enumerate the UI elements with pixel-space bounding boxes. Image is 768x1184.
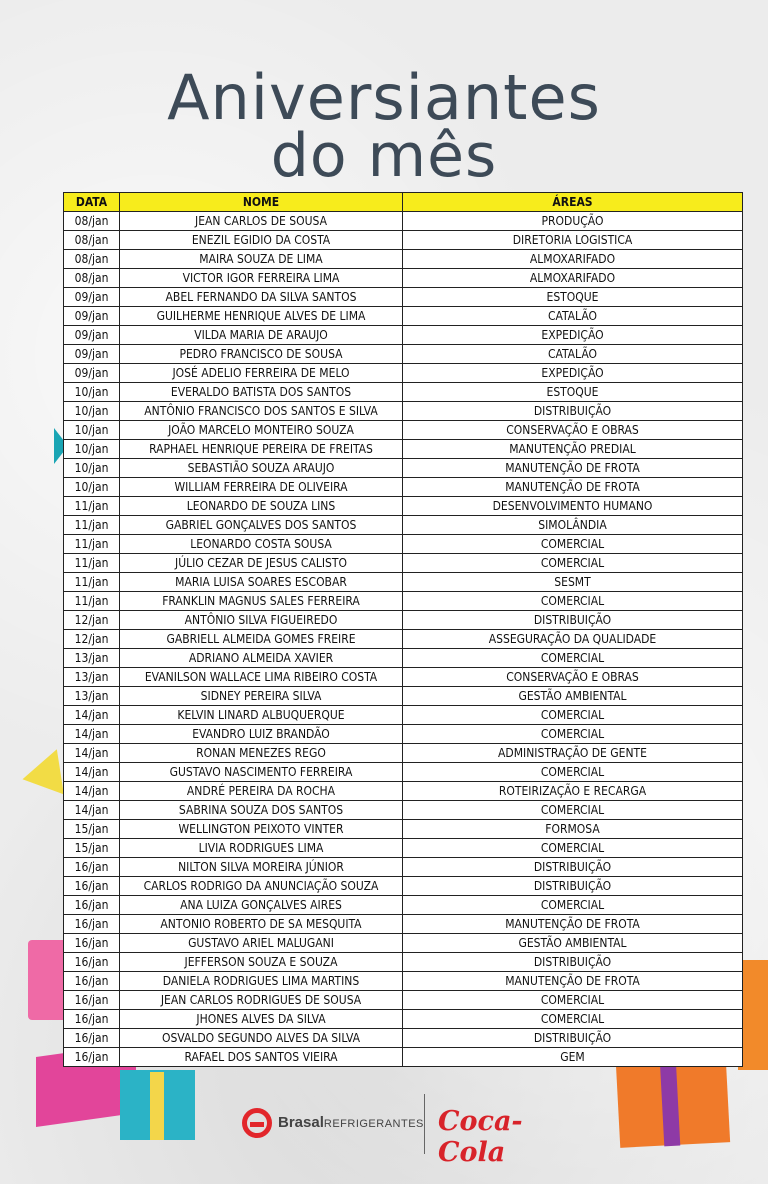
cell-area: ESTOQUE xyxy=(403,383,743,402)
cell-area: SESMT xyxy=(403,573,743,592)
cell-name: GUILHERME HENRIQUE ALVES DE LIMA xyxy=(120,307,403,326)
brasal-logo-text xyxy=(278,1114,424,1131)
table-row xyxy=(64,877,743,896)
cell-name: ANA LUIZA GONÇALVES AIRES xyxy=(120,896,403,915)
table-row xyxy=(64,478,743,497)
cell-area: PRODUÇÃO xyxy=(403,212,743,231)
cell-area: EXPEDIÇÃO xyxy=(403,326,743,345)
table-row xyxy=(64,269,743,288)
table-row xyxy=(64,611,743,630)
cell-date: 10/jan xyxy=(64,421,120,440)
cell-name: GABRIEL GONÇALVES DOS SANTOS xyxy=(120,516,403,535)
cell-area: CONSERVAÇÃO E OBRAS xyxy=(403,668,743,687)
cell-name: EVERALDO BATISTA DOS SANTOS xyxy=(120,383,403,402)
cell-date: 16/jan xyxy=(64,915,120,934)
table-row xyxy=(64,592,743,611)
cell-area: GESTÃO AMBIENTAL xyxy=(403,934,743,953)
table-row xyxy=(64,991,743,1010)
table-row xyxy=(64,801,743,820)
cell-name: JEAN CARLOS DE SOUSA xyxy=(120,212,403,231)
cell-name: JEFFERSON SOUZA E SOUZA xyxy=(120,953,403,972)
cell-date: 12/jan xyxy=(64,611,120,630)
cell-name: LEONARDO DE SOUZA LINS xyxy=(120,497,403,516)
cell-date: 11/jan xyxy=(64,516,120,535)
cell-area: COMERCIAL xyxy=(403,706,743,725)
brasal-logo-icon xyxy=(242,1108,272,1138)
table-row xyxy=(64,516,743,535)
table-row xyxy=(64,250,743,269)
cell-date: 09/jan xyxy=(64,288,120,307)
cell-area: DIRETORIA LOGISTICA xyxy=(403,231,743,250)
cell-date: 16/jan xyxy=(64,1029,120,1048)
table-row xyxy=(64,934,743,953)
table-row xyxy=(64,839,743,858)
cell-area: DISTRIBUIÇÃO xyxy=(403,402,743,421)
cell-area: MANUTENÇÃO DE FROTA xyxy=(403,478,743,497)
table-row xyxy=(64,706,743,725)
cell-name: WELLINGTON PEIXOTO VINTER xyxy=(120,820,403,839)
cell-date: 14/jan xyxy=(64,763,120,782)
cell-date: 10/jan xyxy=(64,459,120,478)
cell-name: CARLOS RODRIGO DA ANUNCIAÇÃO SOUZA xyxy=(120,877,403,896)
cell-area: CATALÃO xyxy=(403,345,743,364)
table-row xyxy=(64,744,743,763)
cell-date: 16/jan xyxy=(64,858,120,877)
table-row xyxy=(64,231,743,250)
cell-area: ALMOXARIFADO xyxy=(403,250,743,269)
cell-area: COMERCIAL xyxy=(403,1010,743,1029)
cell-area: SIMOLÂNDIA xyxy=(403,516,743,535)
table-row xyxy=(64,668,743,687)
cell-name: FRANKLIN MAGNUS SALES FERREIRA xyxy=(120,592,403,611)
table-row xyxy=(64,1029,743,1048)
table-row xyxy=(64,725,743,744)
birthday-table xyxy=(63,192,743,1067)
table-row xyxy=(64,421,743,440)
cell-date: 14/jan xyxy=(64,744,120,763)
cell-date: 16/jan xyxy=(64,877,120,896)
table-row xyxy=(64,687,743,706)
cell-date: 13/jan xyxy=(64,649,120,668)
cell-date: 10/jan xyxy=(64,440,120,459)
table-row xyxy=(64,212,743,231)
cell-area: COMERCIAL xyxy=(403,896,743,915)
table-row xyxy=(64,535,743,554)
cell-name: JOSÉ ADELIO FERREIRA DE MELO xyxy=(120,364,403,383)
page-title: Aniversiantes xyxy=(167,61,601,134)
cell-area: ALMOXARIFADO xyxy=(403,269,743,288)
table-row xyxy=(64,307,743,326)
column-header-area: ÁREAS xyxy=(403,193,743,212)
cell-date: 15/jan xyxy=(64,839,120,858)
cell-area: FORMOSA xyxy=(403,820,743,839)
cell-name: EVANDRO LUIZ BRANDÃO xyxy=(120,725,403,744)
cell-date: 16/jan xyxy=(64,1010,120,1029)
cell-date: 16/jan xyxy=(64,896,120,915)
column-header-date: DATA xyxy=(64,193,120,212)
cell-area: COMERCIAL xyxy=(403,763,743,782)
table-row xyxy=(64,459,743,478)
cell-area: ESTOQUE xyxy=(403,288,743,307)
cell-date: 16/jan xyxy=(64,953,120,972)
cell-date: 10/jan xyxy=(64,478,120,497)
cell-name: ENEZIL EGIDIO DA COSTA xyxy=(120,231,403,250)
cell-name: MAIRA SOUZA DE LIMA xyxy=(120,250,403,269)
cell-date: 09/jan xyxy=(64,345,120,364)
cell-date: 16/jan xyxy=(64,934,120,953)
cell-date: 14/jan xyxy=(64,706,120,725)
cell-date: 11/jan xyxy=(64,592,120,611)
cell-name: ANTÔNIO SILVA FIGUEIREDO xyxy=(120,611,403,630)
cell-area: DISTRIBUIÇÃO xyxy=(403,953,743,972)
table-row xyxy=(64,383,743,402)
cell-area: MANUTENÇÃO DE FROTA xyxy=(403,915,743,934)
cell-name: JOÃO MARCELO MONTEIRO SOUZA xyxy=(120,421,403,440)
cell-date: 13/jan xyxy=(64,668,120,687)
cell-area: MANUTENÇÃO PREDIAL xyxy=(403,440,743,459)
cell-date: 11/jan xyxy=(64,573,120,592)
cell-area: DESENVOLVIMENTO HUMANO xyxy=(403,497,743,516)
cell-name: RAFAEL DOS SANTOS VIEIRA xyxy=(120,1048,403,1067)
cell-area: GEM xyxy=(403,1048,743,1067)
cell-date: 08/jan xyxy=(64,231,120,250)
cell-area: CONSERVAÇÃO E OBRAS xyxy=(403,421,743,440)
cell-area: COMERCIAL xyxy=(403,801,743,820)
cell-area: GESTÃO AMBIENTAL xyxy=(403,687,743,706)
cell-area: DISTRIBUIÇÃO xyxy=(403,1029,743,1048)
cell-date: 11/jan xyxy=(64,497,120,516)
table-row xyxy=(64,763,743,782)
cell-date: 10/jan xyxy=(64,402,120,421)
table-row xyxy=(64,972,743,991)
table-row xyxy=(64,573,743,592)
table-row xyxy=(64,820,743,839)
divider xyxy=(424,1094,425,1154)
cell-name: SEBASTIÃO SOUZA ARAUJO xyxy=(120,459,403,478)
cell-name: PEDRO FRANCISCO DE SOUSA xyxy=(120,345,403,364)
cell-date: 16/jan xyxy=(64,991,120,1010)
cell-area: ROTEIRIZAÇÃO E RECARGA xyxy=(403,782,743,801)
cell-name: RAPHAEL HENRIQUE PEREIRA DE FREITAS xyxy=(120,440,403,459)
table-row xyxy=(64,345,743,364)
table-row xyxy=(64,953,743,972)
cell-name: RONAN MENEZES REGO xyxy=(120,744,403,763)
cell-area: COMERCIAL xyxy=(403,535,743,554)
cell-date: 08/jan xyxy=(64,269,120,288)
cell-area: ASSEGURAÇÃO DA QUALIDADE xyxy=(403,630,743,649)
cell-date: 08/jan xyxy=(64,212,120,231)
table-row xyxy=(64,497,743,516)
table-row xyxy=(64,1010,743,1029)
cell-area: DISTRIBUIÇÃO xyxy=(403,611,743,630)
cell-date: 11/jan xyxy=(64,554,120,573)
cell-name: GUSTAVO NASCIMENTO FERREIRA xyxy=(120,763,403,782)
cell-name: ANTONIO ROBERTO DE SA MESQUITA xyxy=(120,915,403,934)
cell-area: DISTRIBUIÇÃO xyxy=(403,858,743,877)
cell-name: LEONARDO COSTA SOUSA xyxy=(120,535,403,554)
cell-date: 16/jan xyxy=(64,972,120,991)
cell-date: 09/jan xyxy=(64,326,120,345)
table-row xyxy=(64,554,743,573)
cell-name: OSVALDO SEGUNDO ALVES DA SILVA xyxy=(120,1029,403,1048)
coca-cola-logo: Coca-Cola xyxy=(438,1106,523,1168)
brasal-name: Brasal xyxy=(278,1114,324,1131)
cell-date: 14/jan xyxy=(64,725,120,744)
cell-area: COMERCIAL xyxy=(403,839,743,858)
cell-name: JÚLIO CEZAR DE JESUS CALISTO xyxy=(120,554,403,573)
cell-name: ABEL FERNANDO DA SILVA SANTOS xyxy=(120,288,403,307)
cell-date: 09/jan xyxy=(64,364,120,383)
table-row xyxy=(64,896,743,915)
cell-name: SABRINA SOUZA DOS SANTOS xyxy=(120,801,403,820)
cell-name: JHONES ALVES DA SILVA xyxy=(120,1010,403,1029)
table-row xyxy=(64,915,743,934)
cell-name: LIVIA RODRIGUES LIMA xyxy=(120,839,403,858)
table-row xyxy=(64,782,743,801)
table-row xyxy=(64,630,743,649)
cell-name: ANDRÉ PEREIRA DA ROCHA xyxy=(120,782,403,801)
cell-name: DANIELA RODRIGUES LIMA MARTINS xyxy=(120,972,403,991)
table-row xyxy=(64,402,743,421)
cell-date: 15/jan xyxy=(64,820,120,839)
cell-name: SIDNEY PEREIRA SILVA xyxy=(120,687,403,706)
cell-date: 12/jan xyxy=(64,630,120,649)
cell-area: COMERCIAL xyxy=(403,592,743,611)
page-subtitle: do mês xyxy=(270,121,498,191)
cell-date: 10/jan xyxy=(64,383,120,402)
column-header-name: NOME xyxy=(120,193,403,212)
cell-area: MANUTENÇÃO DE FROTA xyxy=(403,459,743,478)
cell-area: COMERCIAL xyxy=(403,725,743,744)
cell-area: MANUTENÇÃO DE FROTA xyxy=(403,972,743,991)
table-row xyxy=(64,326,743,345)
cell-name: VILDA MARIA DE ARAUJO xyxy=(120,326,403,345)
cell-area: DISTRIBUIÇÃO xyxy=(403,877,743,896)
cell-name: WILLIAM FERREIRA DE OLIVEIRA xyxy=(120,478,403,497)
table-header-row xyxy=(64,193,743,212)
cell-area: ADMINISTRAÇÃO DE GENTE xyxy=(403,744,743,763)
cell-name: KELVIN LINARD ALBUQUERQUE xyxy=(120,706,403,725)
table-row xyxy=(64,440,743,459)
cell-date: 11/jan xyxy=(64,535,120,554)
cell-date: 14/jan xyxy=(64,801,120,820)
cell-name: MARIA LUISA SOARES ESCOBAR xyxy=(120,573,403,592)
cell-date: 14/jan xyxy=(64,782,120,801)
cell-area: COMERCIAL xyxy=(403,649,743,668)
gift-ribbon-decoration xyxy=(150,1072,164,1140)
cell-name: JEAN CARLOS RODRIGUES DE SOUSA xyxy=(120,991,403,1010)
cell-date: 09/jan xyxy=(64,307,120,326)
cell-area: CATALÃO xyxy=(403,307,743,326)
cell-area: COMERCIAL xyxy=(403,554,743,573)
cell-name: ADRIANO ALMEIDA XAVIER xyxy=(120,649,403,668)
cell-area: COMERCIAL xyxy=(403,991,743,1010)
table-row xyxy=(64,649,743,668)
cell-name: ANTÔNIO FRANCISCO DOS SANTOS E SILVA xyxy=(120,402,403,421)
table-row xyxy=(64,1048,743,1067)
cell-name: NILTON SILVA MOREIRA JÚNIOR xyxy=(120,858,403,877)
cell-date: 13/jan xyxy=(64,687,120,706)
brasal-subtitle: REFRIGERANTES xyxy=(323,1118,424,1130)
cell-name: VICTOR IGOR FERREIRA LIMA xyxy=(120,269,403,288)
cell-name: EVANILSON WALLACE LIMA RIBEIRO COSTA xyxy=(120,668,403,687)
footer-logos xyxy=(242,1094,542,1168)
cell-date: 16/jan xyxy=(64,1048,120,1067)
cell-name: GABRIELL ALMEIDA GOMES FREIRE xyxy=(120,630,403,649)
table-row xyxy=(64,288,743,307)
table-row xyxy=(64,858,743,877)
cell-area: EXPEDIÇÃO xyxy=(403,364,743,383)
table-row xyxy=(64,364,743,383)
cell-date: 08/jan xyxy=(64,250,120,269)
cell-name: GUSTAVO ARIEL MALUGANI xyxy=(120,934,403,953)
